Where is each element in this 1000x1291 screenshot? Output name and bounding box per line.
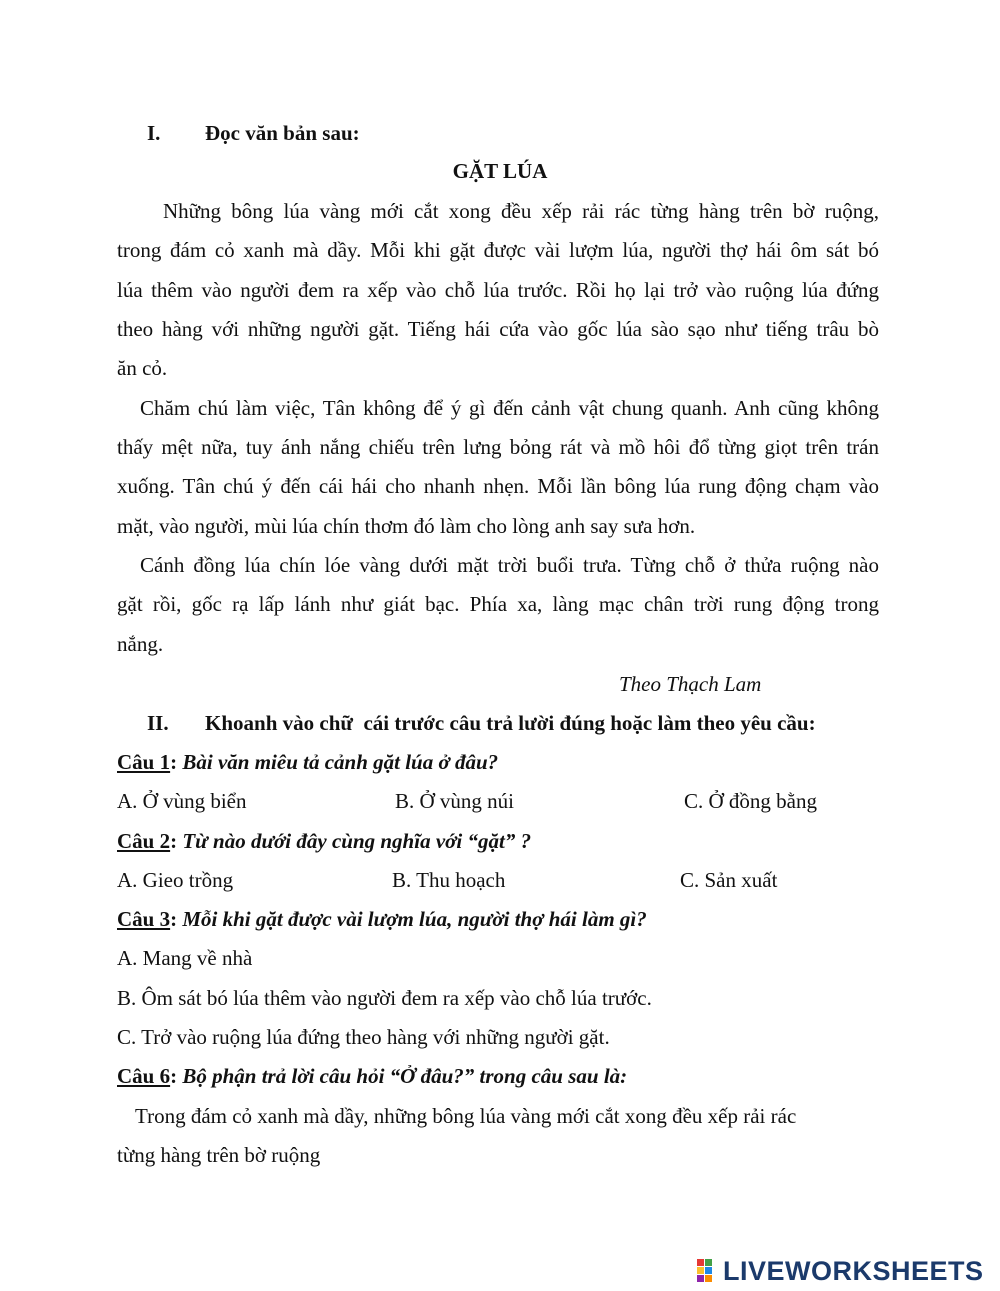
logo-square-4 [705, 1267, 712, 1274]
paragraph-2-line-4: mặt, vào người, mùi lúa chín thơm đó làm cho lòng anh say sưa hơn. [117, 514, 696, 538]
paragraph-3-line-3: nắng. [117, 632, 164, 656]
section-2-heading: Khoanh vào chữ cái trước câu trả lười đúng hoặc làm theo yêu cầu: [205, 711, 816, 735]
logo-square-3 [697, 1267, 704, 1274]
paragraph-1-line-5: ăn cỏ. [117, 356, 168, 380]
question-1-option-b[interactable]: B. Ở vùng núi [395, 789, 515, 813]
question-3: Câu 3: Mỗi khi gặt được vài lượm lúa, người thợ hái làm gì? [117, 907, 647, 931]
question-6-text: Bộ phận trả lời câu hỏi “Ở đâu?” trong câu sau là: [182, 1064, 628, 1088]
paragraph-1-line-1: Những bông lúa vàng mới cắt xong đều xếp rải rác từng hàng trên bờ ruộng, [163, 199, 879, 223]
paragraph-2-line-3: xuống. Tân chú ý đến cái hái cho nhanh nhẹn. Mỗi lần bông lúa rung động chạm vào [117, 474, 879, 498]
question-6: Câu 6: Bộ phận trả lời câu hỏi “Ở đâu?” trong câu sau là: [117, 1064, 628, 1088]
question-1-label: Câu 1 [117, 750, 171, 774]
source-attribution: Theo Thạch Lam [619, 672, 762, 696]
question-2: Câu 2: Từ nào dưới đây cùng nghĩa với “gặt” ? [117, 829, 532, 853]
logo-text: LIVEWORKSHEETS [723, 1256, 984, 1286]
question-2-option-c[interactable]: C. Sản xuất [680, 868, 778, 892]
question-2-option-a[interactable]: A. Gieo trồng [117, 868, 234, 892]
paragraph-1-line-4: theo hàng với những người gặt. Tiếng hái cứa vào gốc lúa sào sạo như tiếng trâu bò [117, 317, 879, 341]
question-3-text: Mỗi khi gặt được vài lượm lúa, người thợ hái làm gì? [182, 907, 647, 931]
section-1-number: I. [147, 121, 161, 145]
question-3-option-c[interactable]: C. Trở vào ruộng lúa đứng theo hàng với những người gặt. [117, 1025, 610, 1049]
question-1-option-c[interactable]: C. Ở đồng bằng [684, 789, 817, 813]
paragraph-3-line-1: Cánh đồng lúa chín lóe vàng dưới mặt trời buổi trưa. Từng chỗ ở thửa ruộng nào [140, 553, 879, 577]
paragraph-2-line-2: thấy mệt nữa, tuy ánh nắng chiếu trên lưng bỏng rát và mồ hôi đổ từng giọt trên trán [117, 435, 879, 459]
logo-square-6 [705, 1275, 712, 1282]
paragraph-2-line-1: Chăm chú làm việc, Tân không để ý gì đến cảnh vật chung quanh. Anh cũng không [140, 396, 879, 420]
question-3-label: Câu 3 [117, 907, 171, 931]
paragraph-1-line-3: lúa thêm vào người đem ra xếp vào chỗ lúa trước. Rồi họ lại trở vào ruộng lúa đứng [117, 278, 879, 302]
question-6-sentence-line-1[interactable]: Trong đám cỏ xanh mà dầy, những bông lúa vàng mới cắt xong đều xếp rải rác [135, 1104, 797, 1128]
section-2-number: II. [147, 711, 169, 735]
question-1-option-a[interactable]: A. Ở vùng biển [117, 789, 247, 813]
paragraph-1-line-2: trong đám cỏ xanh mà dầy. Mỗi khi gặt được vài lượm lúa, người thợ hái ôm sát bó [117, 238, 879, 262]
question-6-sentence-line-2[interactable]: từng hàng trên bờ ruộng [117, 1143, 321, 1167]
logo-square-5 [697, 1275, 704, 1282]
section-1-heading: Đọc văn bản sau: [205, 121, 360, 145]
question-2-label: Câu 2 [117, 829, 171, 853]
logo-square-1 [697, 1259, 704, 1266]
story-title: GẶT LÚA [452, 159, 548, 183]
logo-square-2 [705, 1259, 712, 1266]
question-2-text: Từ nào dưới đây cùng nghĩa với “gặt” ? [182, 829, 532, 853]
question-6-label: Câu 6 [117, 1064, 171, 1088]
paragraph-3-line-2: gặt rồi, gốc rạ lấp lánh như giát bạc. Phía xa, làng mạc chân trời rung động trong [117, 592, 879, 616]
question-3-option-b[interactable]: B. Ôm sát bó lúa thêm vào người đem ra xếp vào chỗ lúa trước. [117, 986, 652, 1010]
question-1-text: Bài văn miêu tả cảnh gặt lúa ở đâu? [182, 750, 499, 774]
liveworksheets-logo [697, 1256, 997, 1286]
question-1: Câu 1: Bài văn miêu tả cảnh gặt lúa ở đâu? [117, 750, 499, 774]
question-3-option-a[interactable]: A. Mang về nhà [117, 946, 253, 970]
question-2-option-b[interactable]: B. Thu hoạch [392, 868, 506, 892]
